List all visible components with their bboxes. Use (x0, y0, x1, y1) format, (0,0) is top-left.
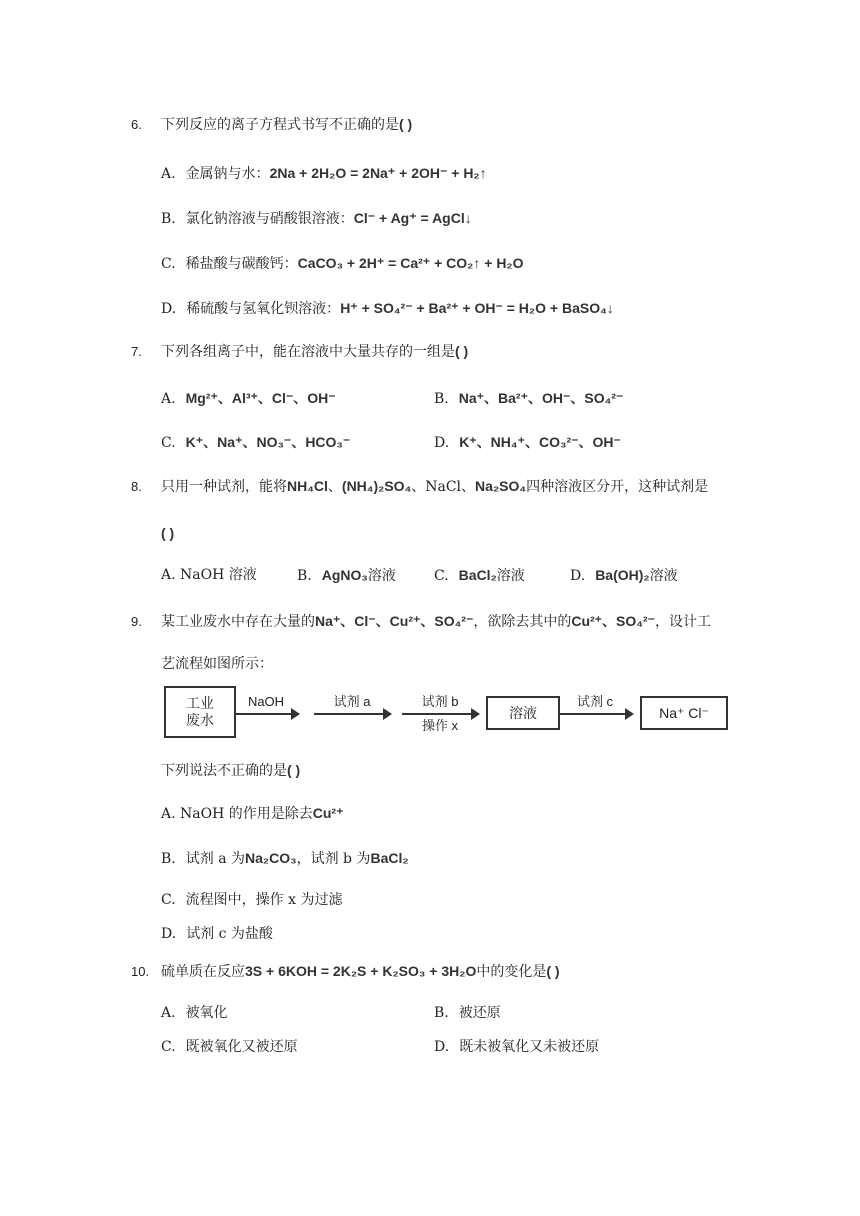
formula-nh4-2so4: (NH₄)₂SO₄ (341, 478, 412, 494)
option-label: A. (161, 806, 176, 822)
question-7-number: 7. (131, 344, 142, 359)
question-8-stem-text-end: 四种溶液区分开，这种试剂是 (526, 479, 709, 495)
question-6-option-c (161, 253, 524, 274)
question-9-sub-stem (161, 760, 300, 781)
question-9-stem-continued: 艺流程如图所示： (161, 656, 273, 672)
question-9-option-b (161, 848, 409, 869)
flow-label-naoh: NaOH (247, 694, 285, 709)
flow-arrow-3 (402, 713, 478, 715)
formula-nh4cl: NH₄Cl (287, 478, 328, 494)
formula-na2so4: Na₂SO₄ (475, 478, 527, 494)
option-formula: Ba(OH)₂ (595, 567, 650, 583)
option-formula: BaCl₂ (458, 567, 497, 583)
question-6-option-b (161, 208, 472, 229)
option-label: C. (161, 435, 176, 451)
option-label: A. (161, 567, 176, 583)
option-label: C. (161, 892, 176, 908)
answer-parentheses: ( ) (161, 525, 175, 541)
ion-group: K⁺、Na⁺、NO₃⁻、HCO₃⁻ (185, 434, 351, 450)
option-text: NaOH 的作用是除去 (180, 806, 313, 822)
option-text: 试剂 c 为盐酸 (186, 926, 273, 942)
option-label: D. (434, 435, 450, 451)
option-label: C. (161, 1039, 176, 1055)
answer-parentheses: ( ) (546, 963, 560, 979)
flow-label-operation-x: 操作 x (421, 718, 459, 733)
option-label: C. (434, 568, 449, 584)
ion-list: Na⁺、Cl⁻、Cu²⁺、SO₄²⁻ (315, 613, 474, 629)
question-8-option-d (570, 565, 678, 586)
option-text: 稀硫酸与氢氧化钡溶液： (186, 301, 341, 317)
option-formula: AgNO₃ (321, 567, 368, 583)
question-10-option-a (161, 1003, 228, 1023)
option-text: 被还原 (458, 1005, 501, 1021)
question-6-option-d (161, 298, 614, 319)
question-7-option-d (434, 432, 621, 453)
answer-parentheses: ( ) (399, 116, 413, 132)
question-6-stem (161, 114, 412, 135)
answer-parentheses: ( ) (455, 343, 469, 359)
question-10-option-b (434, 1003, 501, 1023)
option-label: A. (161, 166, 176, 182)
option-formula: Cu²⁺ (312, 805, 344, 821)
flow-label-reagent-a: 试剂 a (333, 694, 371, 709)
option-text: 金属钠与水： (185, 166, 270, 182)
chemical-equation: Cl⁻ + Ag⁺ = AgCl↓ (353, 210, 472, 226)
question-7-option-b (434, 388, 623, 409)
question-8-option-a (161, 565, 257, 585)
question-9-option-a (161, 803, 343, 824)
option-label: D. (161, 301, 177, 317)
question-7-stem-text: 下列各组离子中，能在溶液中大量共存的一组是 (161, 344, 455, 360)
option-label: B. (434, 391, 449, 407)
question-8-option-c (434, 565, 525, 586)
ion-group: Mg²⁺、Al³⁺、Cl⁻、OH⁻ (185, 390, 336, 406)
separator: 、NaCl、 (411, 479, 476, 495)
option-text: ，试剂 b 为 (296, 851, 371, 867)
question-9-stem-text: ，设计工 (655, 614, 712, 630)
question-10-option-c (161, 1037, 298, 1057)
separator: 、 (327, 479, 342, 495)
question-9-option-c (161, 890, 342, 910)
question-8-stem (161, 476, 708, 497)
question-6-option-a (161, 163, 487, 184)
question-7-option-a (161, 388, 336, 409)
question-9-stem-text: ，欲除去其中的 (473, 614, 572, 630)
option-suffix: 溶液 (496, 568, 525, 584)
chemical-equation: H⁺ + SO₄²⁻ + Ba²⁺ + OH⁻ = H₂O + BaSO₄↓ (340, 300, 614, 316)
question-6-number: 6. (131, 117, 142, 132)
question-10-stem-text: 中的变化是 (476, 964, 547, 980)
option-label: B. (161, 211, 176, 227)
option-label: A. (161, 1005, 176, 1021)
question-6-stem-text: 下列反应的离子方程式书写不正确的是 (161, 117, 399, 133)
question-10-stem-text: 硫单质在反应 (161, 964, 245, 980)
question-8-number: 8. (131, 479, 142, 494)
question-9-stem (161, 611, 711, 632)
option-formula: Na₂CO₃ (245, 850, 297, 866)
question-10-stem (161, 961, 560, 982)
option-suffix: 溶液 (649, 568, 678, 584)
question-10-number: 10. (131, 964, 150, 979)
option-label: D. (434, 1039, 450, 1055)
question-8-option-b (297, 565, 396, 586)
chemical-equation: 2Na + 2H₂O = 2Na⁺ + 2OH⁻ + H₂↑ (269, 165, 487, 181)
question-8-stem-text: 只用一种试剂，能将 (161, 479, 287, 495)
option-label: C. (161, 256, 176, 272)
flow-label-reagent-c: 试剂 c (576, 694, 614, 709)
option-label: B. (297, 568, 312, 584)
flow-arrow-2 (314, 713, 390, 715)
ion-list: Cu²⁺、SO₄²⁻ (571, 613, 656, 629)
option-text: 稀盐酸与碳酸钙： (185, 256, 298, 272)
option-formula: BaCl₂ (370, 850, 409, 866)
question-9-sub-stem-text: 下列说法不正确的是 (161, 763, 287, 779)
option-suffix: 溶液 (367, 568, 396, 584)
option-text: 既被氧化又被还原 (185, 1039, 298, 1055)
question-7-option-c (161, 432, 350, 453)
question-9-number: 9. (131, 614, 142, 629)
option-text: 氯化钠溶液与硝酸银溶液： (185, 211, 354, 227)
flow-label-reagent-b: 试剂 b (421, 694, 459, 709)
process-flow-diagram (162, 686, 732, 746)
flow-arrow-1 (234, 713, 298, 715)
question-10-option-d (434, 1037, 599, 1057)
flow-box-solution: 溶液 (486, 696, 560, 730)
answer-parentheses: ( ) (287, 762, 301, 778)
option-label: D. (161, 926, 177, 942)
question-7-stem (161, 341, 468, 362)
ion-group: K⁺、NH₄⁺、CO₃²⁻、OH⁻ (459, 434, 621, 450)
option-formula: NaOH (180, 567, 225, 583)
option-text: 流程图中，操作 x 为过滤 (185, 892, 343, 908)
question-9-stem-text: 某工业废水中存在大量的 (161, 614, 315, 630)
option-text: 被氧化 (185, 1005, 228, 1021)
option-text: 既未被氧化又未被还原 (459, 1039, 600, 1055)
option-suffix: 溶液 (224, 567, 257, 583)
ion-group: Na⁺、Ba²⁺、OH⁻、SO₄²⁻ (458, 390, 624, 406)
option-label: B. (161, 851, 176, 867)
option-text: 试剂 a 为 (185, 851, 245, 867)
option-label: B. (434, 1005, 449, 1021)
flow-box-wastewater: 工业 废水 (164, 686, 236, 738)
option-label: A. (161, 391, 176, 407)
chemical-equation: 3S + 6KOH = 2K₂S + K₂SO₃ + 3H₂O (245, 963, 477, 979)
flow-arrow-4 (558, 713, 632, 715)
question-9-option-d (161, 924, 273, 944)
option-label: D. (570, 568, 586, 584)
flow-box-nacl: Na⁺ Cl⁻ (640, 696, 728, 730)
chemical-equation: CaCO₃ + 2H⁺ = Ca²⁺ + CO₂↑ + H₂O (297, 255, 524, 271)
